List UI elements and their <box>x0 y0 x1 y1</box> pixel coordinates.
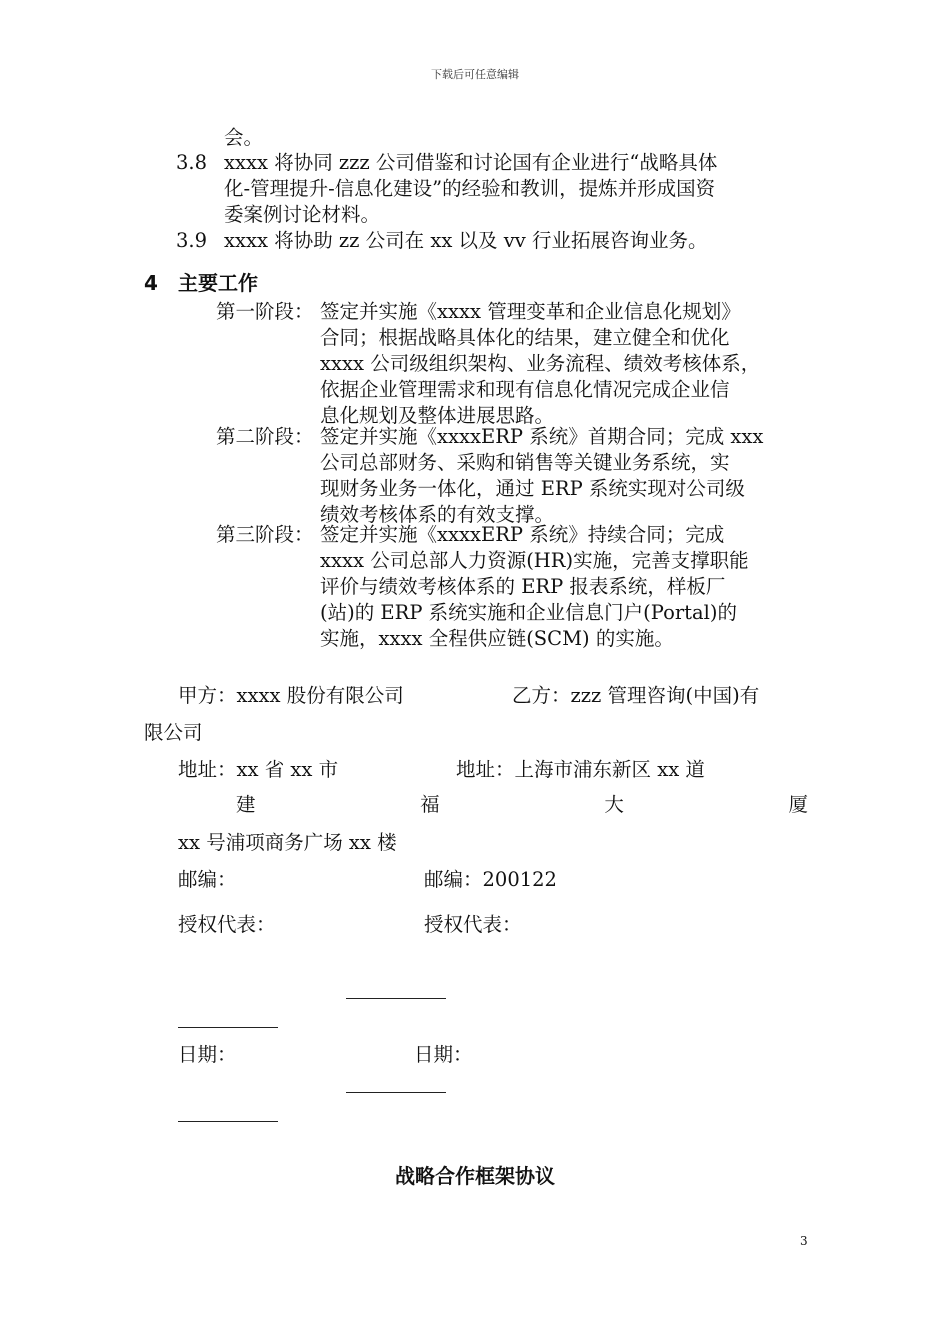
stage-line: 息化规划及整体进展思路。 <box>320 404 555 427</box>
stage-line: (站)的 ERP 系统实施和企业信息门户(Portal)的 <box>320 601 737 624</box>
stage-line: 依据企业管理需求和现有信息化情况完成企业信 <box>320 378 730 401</box>
header-note: 下载后可任意编辑 <box>431 68 519 81</box>
stage-line: 签定并实施《xxxx 管理变革和企业信息化规划》 <box>320 300 741 323</box>
section-number: 4 <box>144 271 158 295</box>
continuation-text: 会。 <box>224 126 264 149</box>
stage-label: 第三阶段： <box>216 523 314 546</box>
date-line-a <box>178 1121 278 1122</box>
address-b: 地址：上海市浦东新区 xx 道 <box>456 758 705 781</box>
stage-line: 合同；根据战略具体化的结果，建立健全和优化 <box>320 326 730 349</box>
section-title: 主要工作 <box>178 271 258 295</box>
address-char: 厦 <box>788 793 808 816</box>
agreement-title: 战略合作框架协议 <box>395 1164 555 1188</box>
stage-line: 评价与绩效考核体系的 ERP 报表系统，样板厂 <box>320 575 726 598</box>
address-char: 建 <box>236 793 256 816</box>
stage-line: 签定并实施《xxxxERP 系统》持续合同；完成 <box>320 523 725 546</box>
address-a: 地址：xx 省 xx 市 <box>178 758 339 781</box>
signature-line-b <box>346 998 446 999</box>
address-char: 福 <box>420 793 440 816</box>
address-b-spread <box>236 792 808 818</box>
date-b: 日期： <box>414 1043 473 1066</box>
party-b: 乙方：zzz 管理咨询(中国)有 <box>512 684 760 707</box>
stage-label: 第二阶段： <box>216 425 314 448</box>
item-line: xxxx 将协同 zzz 公司借鉴和讨论国有企业进行“战略具体 <box>224 151 718 174</box>
representative-b: 授权代表： <box>424 913 522 936</box>
stage-line: 现财务业务一体化，通过 ERP 系统实现对公司级 <box>320 477 745 500</box>
item-number: 3.8 <box>176 151 208 174</box>
stage-label: 第一阶段： <box>216 300 314 323</box>
page-number: 3 <box>800 1234 808 1248</box>
item-line: xxxx 将协助 zz 公司在 xx 以及 vv 行业拓展咨询业务。 <box>224 229 708 252</box>
stage-line: 实施，xxxx 全程供应链(SCM) 的实施。 <box>320 627 674 650</box>
party-a: 甲方：xxxx 股份有限公司 <box>178 684 404 707</box>
representative-a: 授权代表： <box>178 913 276 936</box>
item-number: 3.9 <box>176 229 208 252</box>
stage-line: 签定并实施《xxxxERP 系统》首期合同；完成 xxx <box>320 425 764 448</box>
signature-line-a <box>178 1027 278 1028</box>
date-line-b <box>346 1092 446 1093</box>
zip-a: 邮编： <box>178 868 237 891</box>
party-b-continued: 限公司 <box>144 721 203 744</box>
stage-line: xxxx 公司总部人力资源(HR)实施，完善支撑职能 <box>320 549 749 572</box>
address-b-continued: xx 号浦项商务广场 xx 楼 <box>178 831 397 854</box>
date-a: 日期： <box>178 1043 237 1066</box>
item-line: 化-管理提升-信息化建设”的经验和教训，提炼并形成国资 <box>224 177 716 200</box>
item-line: 委案例讨论材料。 <box>224 203 381 226</box>
stage-line: xxxx 公司级组织架构、业务流程、绩效考核体系， <box>320 352 761 375</box>
zip-b: 邮编：200122 <box>424 868 557 891</box>
address-char: 大 <box>604 793 624 816</box>
stage-line: 绩效考核体系的有效支撑。 <box>320 503 555 526</box>
stage-line: 公司总部财务、采购和销售等关键业务系统，实 <box>320 451 730 474</box>
